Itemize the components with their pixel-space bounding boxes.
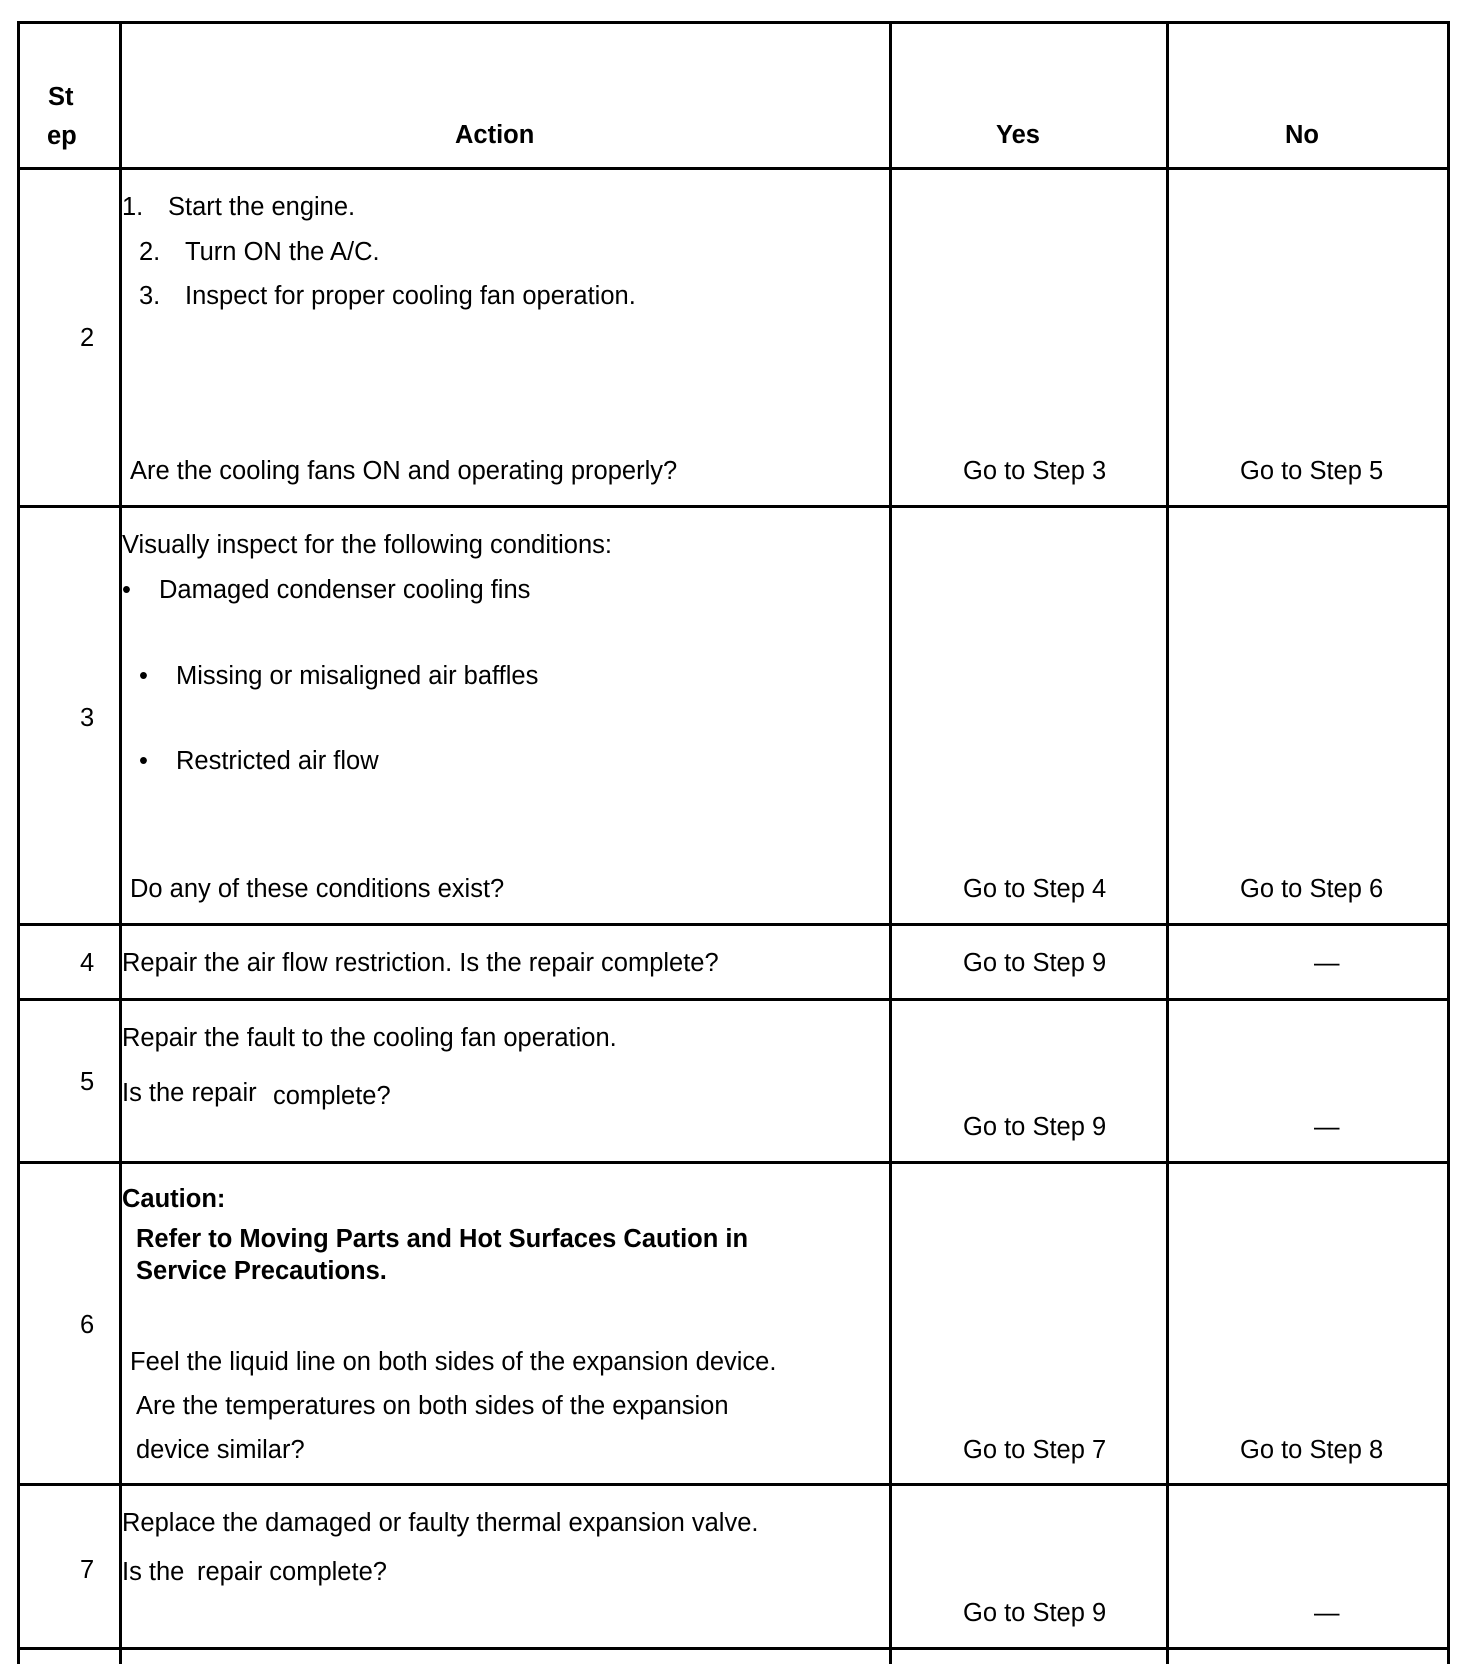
bullet-glyph: • <box>122 576 131 604</box>
yes-result: Go to Step 4 <box>963 875 1107 903</box>
header-step-line-2: ep <box>47 122 77 150</box>
table-border-bottom <box>17 1647 1450 1650</box>
action-bullet-text: Damaged condenser cooling fins <box>159 576 531 604</box>
action-intro: Visually inspect for the following conditions: <box>122 531 612 559</box>
step-number: 4 <box>80 949 95 977</box>
header-no: No <box>1285 121 1319 149</box>
action-line-part: Is the <box>122 1558 185 1586</box>
row-divider-header <box>17 167 1450 170</box>
action-item-number: 1. <box>122 193 144 221</box>
row-divider-6 <box>17 1483 1450 1486</box>
action-bullet-text: Restricted air flow <box>176 747 379 775</box>
action-item-number: 2. <box>139 238 161 266</box>
step-number: 6 <box>80 1311 95 1339</box>
row-divider-4 <box>17 998 1450 1001</box>
caution-text: Service Precautions. <box>136 1257 387 1285</box>
action-item-text: Turn ON the A/C. <box>185 238 380 266</box>
caution-text: Refer to Moving Parts and Hot Surfaces Caution in <box>136 1225 749 1253</box>
bullet-glyph: • <box>139 662 148 690</box>
bullet-glyph: • <box>139 747 148 775</box>
action-item-number: 3. <box>139 282 161 310</box>
action-bullet-text: Missing or misaligned air baffles <box>176 662 539 690</box>
row-divider-5 <box>17 1161 1450 1164</box>
row-divider-3 <box>17 923 1450 926</box>
yes-result: Go to Step 9 <box>963 1113 1107 1141</box>
action-text: Repair the air flow restriction. Is the repair complete? <box>122 949 719 977</box>
action-item-text: Start the engine. <box>168 193 356 221</box>
action-line-part: repair complete? <box>197 1558 387 1586</box>
no-result: Go to Step 5 <box>1240 457 1384 485</box>
step-number: 7 <box>80 1556 95 1584</box>
yes-result: Go to Step 9 <box>963 1599 1107 1627</box>
column-divider-yes-no <box>1166 21 1169 1664</box>
column-divider-step-action <box>119 21 122 1664</box>
row-divider-2 <box>17 505 1450 508</box>
no-result: Go to Step 8 <box>1240 1436 1384 1464</box>
action-item-text: Inspect for proper cooling fan operation. <box>185 282 636 310</box>
action-line-part: complete? <box>273 1082 391 1110</box>
table-border-left <box>17 21 20 1664</box>
yes-result: Go to Step 9 <box>963 949 1107 977</box>
step-number: 3 <box>80 704 95 732</box>
action-line: Feel the liquid line on both sides of the expansion device. <box>130 1348 777 1376</box>
yes-result: Go to Step 7 <box>963 1436 1107 1464</box>
no-result: — <box>1314 1599 1340 1627</box>
no-result: — <box>1314 1113 1340 1141</box>
action-question: Are the cooling fans ON and operating properly? <box>130 457 678 485</box>
header-action: Action <box>455 121 535 149</box>
table-border-top <box>17 21 1450 24</box>
step-number: 5 <box>80 1068 95 1096</box>
header-yes: Yes <box>996 121 1040 149</box>
action-line: Are the temperatures on both sides of the expansion <box>136 1392 729 1420</box>
action-question: Do any of these conditions exist? <box>130 875 505 903</box>
action-line: Replace the damaged or faulty thermal expansion valve. <box>122 1509 759 1537</box>
action-line: device similar? <box>136 1436 305 1464</box>
action-line: Repair the fault to the cooling fan operation. <box>122 1024 617 1052</box>
yes-result: Go to Step 3 <box>963 457 1107 485</box>
no-result: Go to Step 6 <box>1240 875 1384 903</box>
action-line-part: Is the repair <box>122 1079 257 1107</box>
no-result: — <box>1314 949 1340 977</box>
caution-label: Caution: <box>122 1185 226 1213</box>
column-divider-action-yes <box>889 21 892 1664</box>
step-number: 2 <box>80 324 95 352</box>
table-border-right <box>1447 21 1450 1664</box>
header-step-line-1: St <box>48 83 74 111</box>
